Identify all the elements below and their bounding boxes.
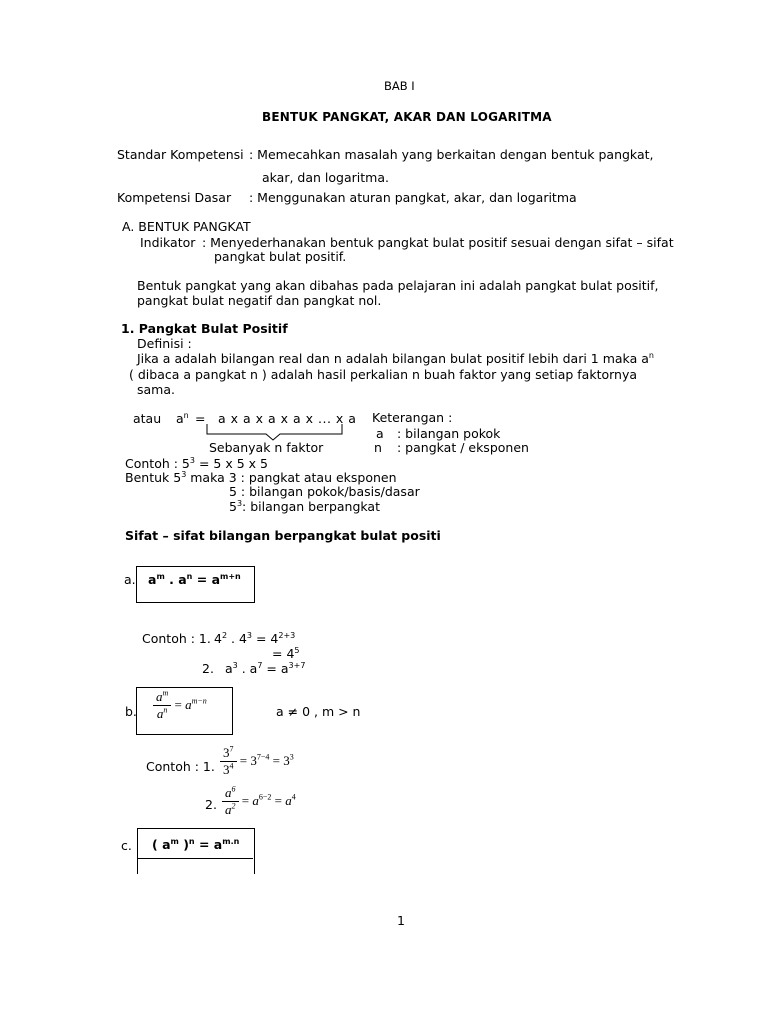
- power-notation: $a^n$: [176, 410, 189, 426]
- atau-label: atau: [133, 411, 162, 426]
- page-number: 1: [397, 913, 405, 928]
- keterangan-n-text: : pangkat / eksponen: [397, 440, 529, 455]
- contoh-a-line2: = $4^5$: [272, 645, 300, 661]
- keterangan-a-text: : bilangan pokok: [397, 426, 501, 441]
- standar-kompetensi-text-cont: akar, dan logaritma.: [262, 170, 389, 185]
- section-a-heading: A. BENTUK PANGKAT: [122, 219, 251, 234]
- definisi-line1: Jika a adalah bilangan real dan n adalah bilangan bulat positif lebih dari 1 maka $a^n$: [137, 350, 654, 366]
- standar-kompetensi-text: : Memecahkan masalah yang berkaitan dengan bentuk pangkat,: [249, 147, 654, 162]
- contoh-b-number2: 2.: [205, 797, 217, 812]
- rule-b-formula: $\frac{a^m}{a^n}$ = $a^{m-n}$: [153, 690, 207, 722]
- contoh-intro-line1: Contoh : $5^3 = 5$ x 5 x 5: [125, 455, 268, 471]
- kompetensi-dasar-text: : Menggunakan aturan pangkat, akar, dan logaritma: [249, 190, 577, 205]
- rule-c-formula: ( $a^m$ )$^n = a^{m.n}$: [152, 836, 240, 852]
- keterangan-a-symbol: a: [376, 426, 384, 441]
- contoh-a-label: Contoh : 1.: [142, 631, 211, 646]
- indikator-label: Indikator: [140, 235, 196, 250]
- definisi-line3: sama.: [137, 382, 175, 397]
- contoh-a-line3: $a^3$ . $a^7 = a^{3+7}$: [225, 660, 306, 676]
- definisi-label: Definisi :: [137, 336, 192, 351]
- sifat-heading: Sifat – sifat bilangan berpangkat bulat positi: [125, 528, 441, 543]
- contoh-b-example2: $\frac{a^6}{a^2}$ = $a^{6-2} = a^4$: [222, 786, 296, 818]
- chapter-title: BENTUK PANGKAT, AKAR DAN LOGARITMA: [262, 110, 552, 124]
- contoh-a-line1: $4^2$ . $4^3 = 4^{2+3}$: [214, 630, 296, 646]
- kompetensi-dasar-label: Kompetensi Dasar: [117, 190, 232, 205]
- keterangan-n-symbol: n: [374, 440, 382, 455]
- definisi-line2: ( dibaca a pangkat n ) adalah hasil perkalian n buah faktor yang setiap faktornya: [129, 367, 638, 382]
- intro-paragraph-line2: pangkat bulat negatif dan pangkat nol.: [137, 293, 382, 308]
- intro-paragraph-line1: Bentuk pangkat yang akan dibahas pada pelajaran ini adalah pangkat bulat positif,: [137, 278, 659, 293]
- keterangan-label: Keterangan :: [372, 410, 453, 425]
- rule-c-label: c.: [121, 838, 132, 853]
- product-expression: a x a x a x a x ... x a: [218, 411, 357, 426]
- rule-a-label: a.: [124, 572, 136, 587]
- rule-a-formula: $a^m$ . $a^n = a^{m+n}$: [148, 571, 241, 587]
- indikator-text-cont: pangkat bulat positif.: [214, 249, 347, 264]
- chapter-label: BAB I: [384, 79, 415, 93]
- rule-b-label: b.: [125, 704, 137, 719]
- contoh-intro-line4: $5^3$: bilangan berpangkat: [229, 498, 380, 514]
- rule-c-box-divider: [137, 858, 253, 859]
- contoh-intro-line3: 5 : bilangan pokok/basis/dasar: [229, 484, 420, 499]
- standar-kompetensi-label: Standar Kompetensi: [117, 147, 244, 162]
- contoh-b-label: Contoh : 1.: [146, 759, 215, 774]
- equals-sign: =: [195, 411, 206, 426]
- indikator-text: : Menyederhanakan bentuk pangkat bulat positif sesuai dengan sifat – sifat: [202, 235, 674, 250]
- contoh-a-number2: 2.: [202, 661, 214, 676]
- contoh-intro-line2: Bentuk $5^3$ maka 3 : pangkat atau eksponen: [125, 469, 397, 485]
- contoh-b-example1: $\frac{3^7}{3^4}$ = $3^{7-4} = 3^3$: [220, 746, 294, 778]
- brace-label: Sebanyak n faktor: [209, 440, 324, 455]
- rule-b-condition: a ≠ 0 , m > n: [276, 704, 361, 719]
- subsection-heading: 1. Pangkat Bulat Positif: [121, 321, 288, 336]
